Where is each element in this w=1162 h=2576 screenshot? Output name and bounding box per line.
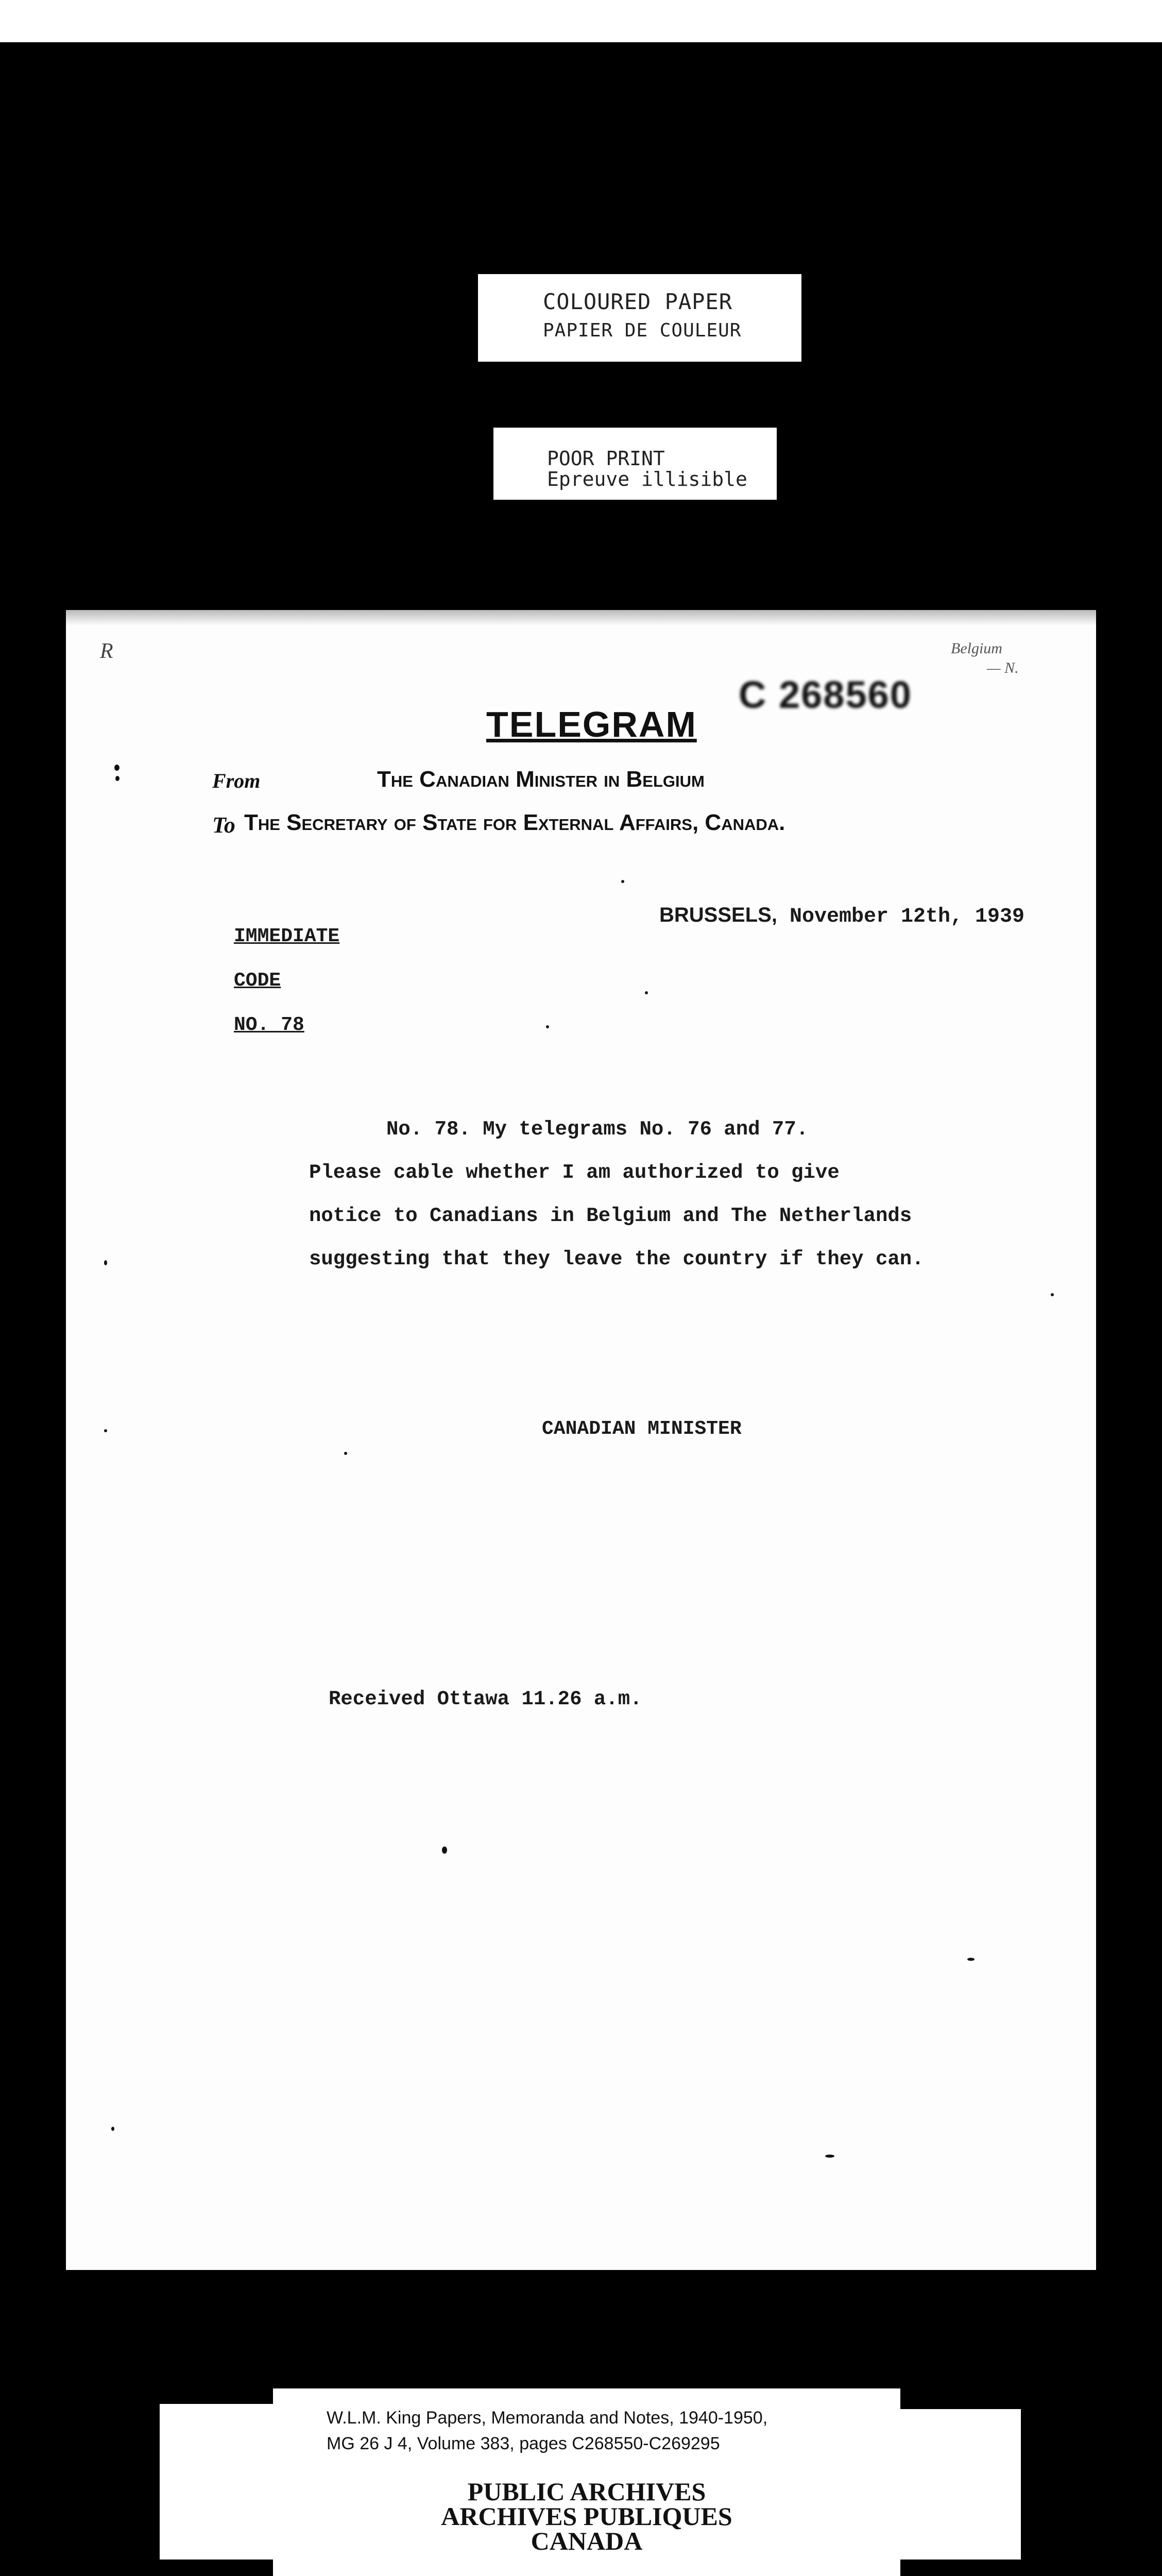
handwritten-note-line: Belgium <box>951 640 1002 657</box>
speck <box>104 1429 107 1432</box>
speck <box>114 765 119 771</box>
top-margin <box>0 0 1162 42</box>
speck <box>442 1846 447 1854</box>
speck <box>621 880 624 883</box>
date-value: November 12th, 1939 <box>789 905 1025 928</box>
speck <box>111 2127 114 2131</box>
to-label: To <box>212 812 235 838</box>
archive-reference <box>327 2405 767 2456</box>
speck <box>344 1452 347 1455</box>
speck <box>967 1958 975 1961</box>
poor-print-en: POOR PRINT <box>547 447 665 470</box>
poor-print-fr: Epreuve illisible <box>547 468 747 490</box>
date-city: BRUSSELS, <box>659 904 777 926</box>
coloured-paper-en: COLOURED PAPER <box>543 289 733 314</box>
margin-mark: R <box>100 639 113 663</box>
page-number <box>739 673 912 717</box>
archive-reference-line: MG 26 J 4, Volume 383, pages C268550-C269295 <box>327 2434 720 2453</box>
archive-stamp-line: PUBLIC ARCHIVES <box>467 2477 706 2506</box>
speck <box>1051 1293 1054 1296</box>
handwritten-note-line: — N. <box>987 659 1019 676</box>
archive-stamp-line: CANADA <box>531 2527 643 2555</box>
to-value: The Secretary of State for External Affairs, Canada. <box>244 810 785 835</box>
body-line: notice to Canadians in Belgium and The Netherlands <box>309 1205 912 1227</box>
speck <box>825 2155 834 2158</box>
from-label: From <box>212 769 261 792</box>
archive-stamp <box>273 2479 900 2553</box>
body-line: suggesting that they leave the country if they can. <box>309 1248 924 1270</box>
speck <box>546 1025 549 1028</box>
from-value: The Canadian Minister in Belgium <box>377 767 705 792</box>
coloured-paper-label <box>478 274 801 362</box>
date-line <box>659 904 1024 928</box>
flag-code: CODE <box>234 970 281 992</box>
speck <box>115 776 119 781</box>
body-line: No. 78. My telegrams No. 76 and 77. <box>386 1118 809 1141</box>
signature: CANADIAN MINISTER <box>542 1418 742 1440</box>
coloured-paper-fr: PAPIER DE COULEUR <box>543 320 742 341</box>
speck <box>645 991 648 994</box>
telegram-page <box>66 610 1096 2270</box>
page-number-text: C 268560 <box>739 673 912 716</box>
archive-label-backing-left <box>160 2404 276 2560</box>
archive-label-backing-right <box>897 2409 1021 2560</box>
flag-immediate: IMMEDIATE <box>234 925 340 947</box>
document-title: TELEGRAM <box>486 704 697 744</box>
page-top-shadow <box>66 610 1096 625</box>
speck <box>104 1260 107 1265</box>
poor-print-label <box>493 428 777 500</box>
archive-label <box>273 2388 900 2576</box>
body-line: Please cable whether I am authorized to give <box>309 1161 840 1184</box>
archive-reference-line: W.L.M. King Papers, Memoranda and Notes, 1940-1950, <box>327 2408 768 2428</box>
handwritten-note <box>951 639 1019 678</box>
archive-stamp-line: ARCHIVES PUBLIQUES <box>441 2502 732 2531</box>
received-note: Received Ottawa 11.26 a.m. <box>329 1688 642 1710</box>
flag-number: NO. 78 <box>234 1014 304 1036</box>
